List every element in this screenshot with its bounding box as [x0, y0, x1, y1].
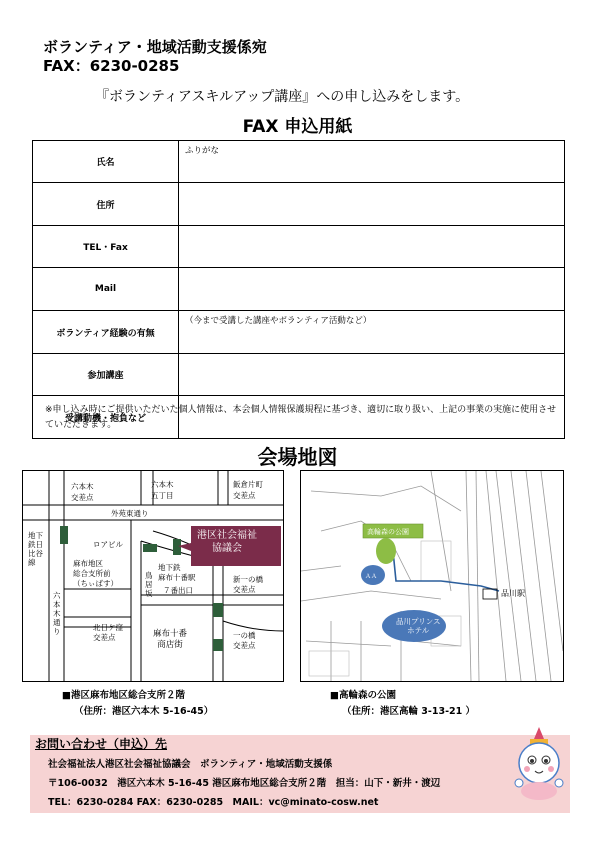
map-label-roppongi-dori: 六本木通り — [53, 591, 61, 636]
map-label-kita-hidaka: 北日ケ窪 交差点 — [93, 623, 123, 642]
form-row-address — [33, 183, 565, 226]
map-takanawa-roads — [301, 471, 563, 681]
form-label: 受講動機・抱負など — [33, 396, 179, 439]
map-label-roppongi-gochome: 六本木 五丁目 — [151, 480, 174, 500]
map1-caption-building: ■港区麻布地区総合支所２階 — [62, 690, 185, 701]
form-label: 参加講座 — [33, 354, 179, 396]
form-label: TEL・Fax — [33, 226, 179, 268]
contact-tel-mail: TEL：6230-0284 FAX：6230-0285 MAIL：vc@minato-cosw.net — [48, 797, 379, 808]
contact-title: お問い合わせ（申込）先 — [35, 737, 168, 751]
map-label-shin-ichinohashi: 新一の橋 交差点 — [233, 575, 263, 594]
recipient-line: ボランティア・地域活動支援係宛 — [43, 38, 267, 56]
form-row-course — [33, 354, 565, 396]
mail-field[interactable] — [179, 268, 565, 311]
form-row-experience — [33, 311, 565, 354]
map2-label-park: 高輪森の公園 — [367, 528, 409, 536]
tel-fax-field[interactable] — [179, 226, 565, 268]
form-row-name — [33, 141, 565, 183]
mascot-icon — [508, 725, 570, 803]
application-form — [32, 140, 565, 439]
privacy-note: ※申し込み時にご提供いただいた個人情報は、本会個人情報保護規程に基づき、適切に取り扱い、上記の事業の実施に使用させていただきます。 — [45, 405, 557, 430]
map-label-toriizaka: 鳥居坂 — [145, 571, 153, 598]
map-label-azabujuban-station: 地下鉄 麻布十番駅 — [158, 563, 196, 582]
map-label-iigura: 飯倉片町 交差点 — [233, 480, 263, 500]
map-label-hibiya: 地下鉄日比谷線 — [28, 531, 43, 567]
intro-text: 『ボランティアスキルアップ講座』への申し込みをします。 — [95, 89, 470, 105]
map1-caption-address: （住所：港区六本木 5-16-45） — [74, 706, 214, 717]
form-label: ボランティア経験の有無 — [33, 311, 179, 354]
contact-box — [30, 735, 570, 813]
address-field[interactable] — [179, 183, 565, 226]
course-field[interactable] — [179, 354, 565, 396]
map-label-azabu-juban: 麻布十番 商店街 — [153, 629, 188, 650]
map-title: 会場地図 — [257, 445, 338, 469]
map-label-exit7: ７番出口 — [163, 586, 193, 595]
contact-address: 〒106-0032 港区六本木 5-16-45 港区麻布地区総合支所２階 担当：山下・新井・渡辺 — [48, 778, 441, 789]
form-title: FAX 申込用紙 — [242, 117, 353, 137]
map2-label-station: 品川駅 — [501, 589, 525, 598]
map-label-azabu-office: 麻布地区 総合支所前 （ちぃばす） — [73, 559, 118, 588]
map2-label-small: ＡＡ — [365, 573, 378, 580]
form-row-tel — [33, 226, 565, 268]
map-azabu — [22, 470, 284, 682]
map-label-roppongi-cross: 六本木 交差点 — [71, 482, 94, 502]
map-label-loa: ロアビル — [93, 540, 123, 549]
map2-label-prince-hotel: 品川プリンス ホテル — [396, 617, 441, 635]
form-label: 住所 — [33, 183, 179, 226]
map-label-gaien: 外苑東通り — [111, 509, 149, 518]
contact-org: 社会福祉法人港区社会福祉協議会 ボランティア・地域活動支援係 — [48, 759, 333, 770]
map-label-ichinohashi: 一の橋 交差点 — [233, 631, 256, 650]
fax-number: FAX：6230-0285 — [43, 57, 180, 75]
name-field[interactable]: ふりがな — [179, 141, 565, 183]
map2-caption-park: ■高輪森の公園 — [330, 690, 396, 701]
form-row-mail — [33, 268, 565, 311]
form-label: 氏名 — [33, 141, 179, 183]
map-takanawa — [300, 470, 564, 682]
map-callout-council: 港区社会福祉 協議会 — [197, 530, 257, 554]
experience-field[interactable]: （今まで受講した講座やボランティア活動など） — [179, 311, 565, 354]
form-label: Mail — [33, 268, 179, 311]
map2-caption-address: （住所：港区高輪 3-13-21 ） — [342, 706, 476, 717]
